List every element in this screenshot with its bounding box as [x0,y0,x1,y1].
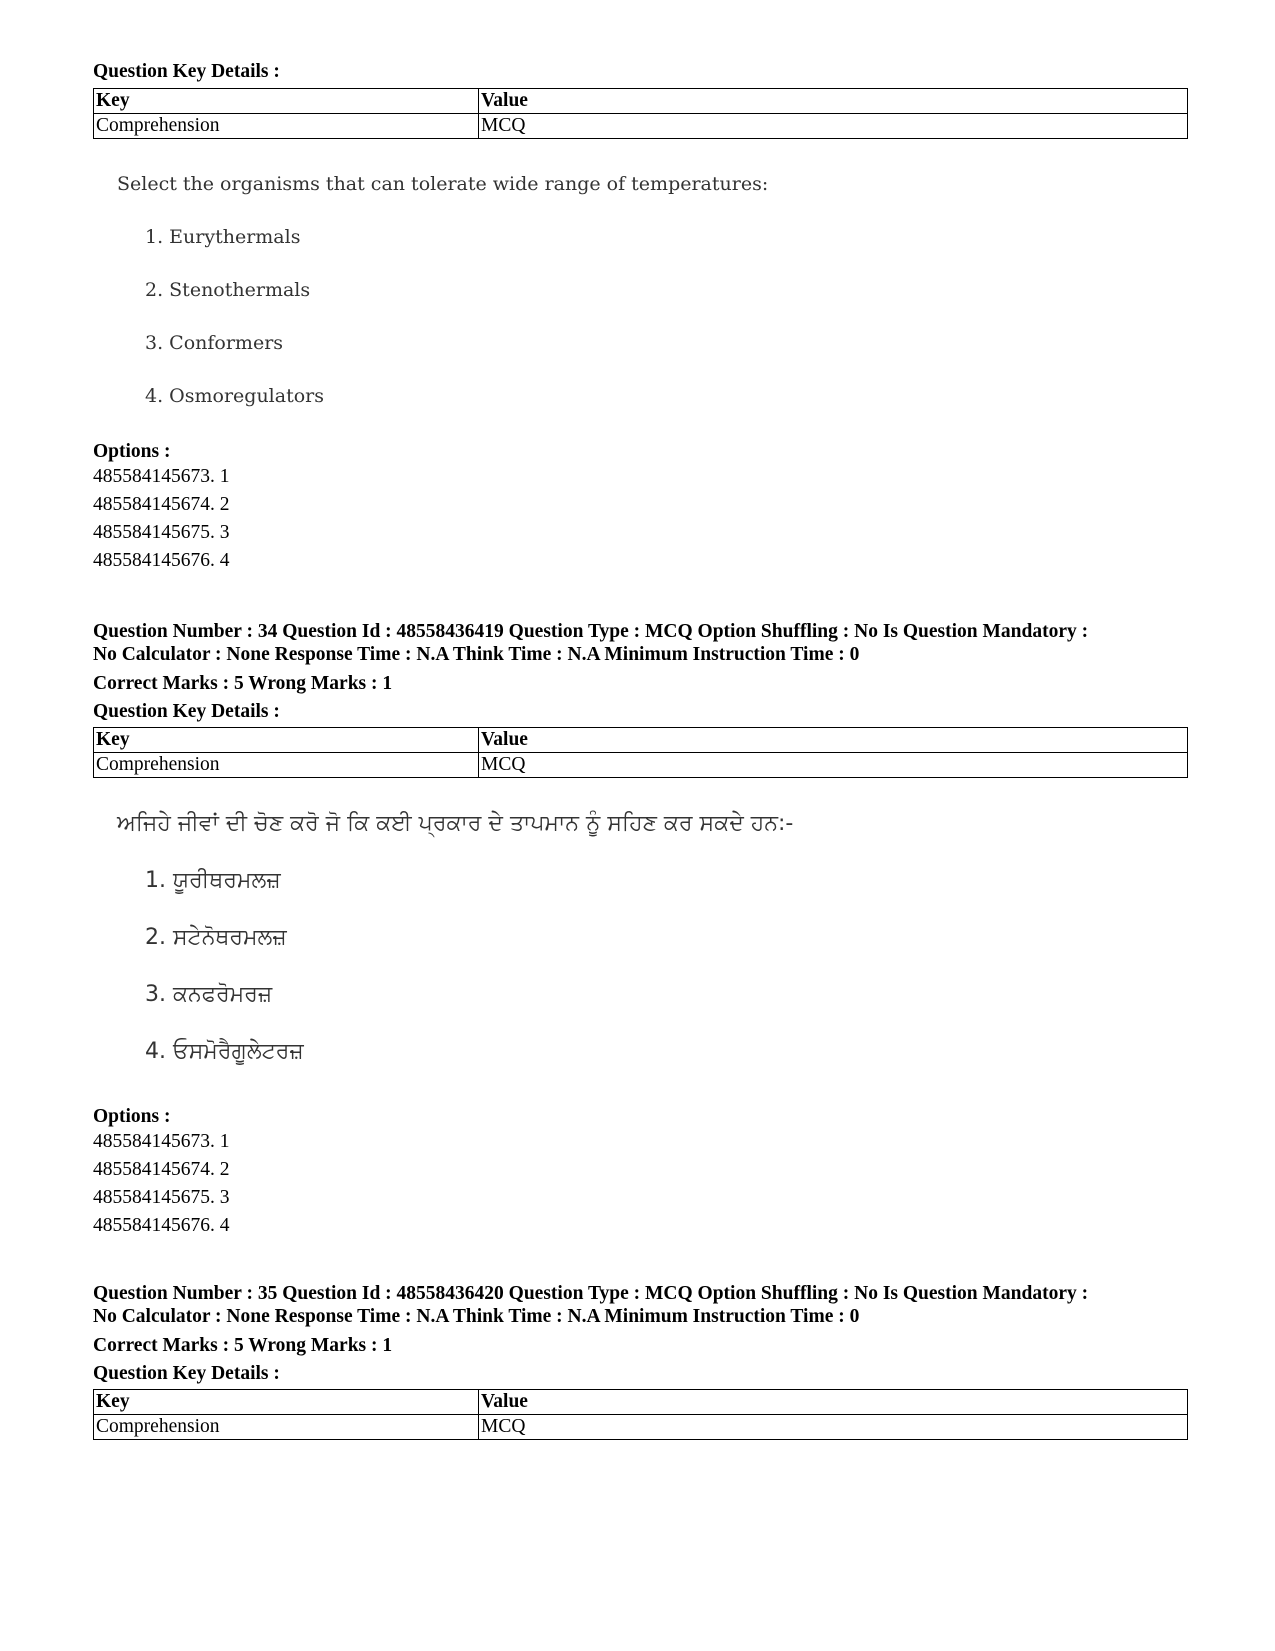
question-header-line1: Question Number : 34 Question Id : 48558436419 Question Type : MCQ Option Shuffling : No Is Question Mandatory : [93,621,1089,642]
table-cell-key: Comprehension [94,1415,479,1440]
table-header-row [94,728,1188,753]
question-option: 4. Osmoregulators [145,385,324,407]
table-cell-value: MCQ [479,753,1188,778]
table-header-key: Key [94,1390,479,1415]
options-list [93,463,1188,575]
option-item: 485584145676. 4 [93,1215,230,1236]
question-header-line1: Question Number : 35 Question Id : 48558436420 Question Type : MCQ Option Shuffling : No Is Question Mandatory : [93,1283,1089,1304]
question-image-punjabi [117,812,817,1077]
question-option: 2. ਸਟੇਨੋਥਰਮਲਜ਼ [145,925,287,950]
option-item: 485584145676. 4 [93,550,230,571]
option-item: 485584145674. 2 [93,494,230,515]
question-header [93,1282,1188,1328]
question-stem: ਅਜਿਹੇ ਜੀਵਾਂ ਦੀ ਚੋਣ ਕਰੋ ਜੋ ਕਿ ਕਈ ਪ੍ਰਕਾਰ ਦੇ ਤਾਪਮਾਨ ਨੂੰ ਸਹਿਣ ਕਰ ਸਕਦੇ ਹਨ:- [117,811,794,836]
option-item: 485584145675. 3 [93,1187,230,1208]
table-header-value: Value [479,1390,1188,1415]
table-cell-value: MCQ [479,114,1188,139]
options-label: Options : [93,441,171,462]
question-option: 4. ਓਸਮੋਰੈਗੂਲੇਟਰਜ਼ [145,1039,304,1064]
question-header-line2: No Calculator : None Response Time : N.A Think Time : N.A Minimum Instruction Time : 0 [93,644,860,665]
key-details-table [93,88,1188,139]
table-cell-key: Comprehension [94,114,479,139]
table-header-key: Key [94,89,479,114]
question-option: 1. Eurythermals [145,226,301,248]
table-row [94,753,1188,778]
table-header-key: Key [94,728,479,753]
question-image-english [117,172,817,422]
option-item: 485584145673. 1 [93,466,230,487]
question-option: 2. Stenothermals [145,279,311,301]
key-details-label: Question Key Details : [93,1363,280,1384]
key-details-label: Question Key Details : [93,61,280,82]
marks-line: Correct Marks : 5 Wrong Marks : 1 [93,673,393,694]
table-header-row [94,89,1188,114]
table-header-value: Value [479,728,1188,753]
question-header-line2: No Calculator : None Response Time : N.A Think Time : N.A Minimum Instruction Time : 0 [93,1306,860,1327]
question-header [93,620,1188,666]
question-stem: Select the organisms that can tolerate wide range of temperatures: [117,173,769,195]
key-details-label: Question Key Details : [93,701,280,722]
question-option: 3. Conformers [145,332,284,354]
option-item: 485584145674. 2 [93,1159,230,1180]
option-item: 485584145675. 3 [93,522,230,543]
key-details-table [93,1389,1188,1440]
options-list [93,1128,1188,1240]
question-option: 1. ਯੂਰੀਥਰਮਲਜ਼ [145,868,281,893]
marks-line: Correct Marks : 5 Wrong Marks : 1 [93,1335,393,1356]
key-details-table [93,727,1188,778]
options-label: Options : [93,1106,171,1127]
table-cell-key: Comprehension [94,753,479,778]
table-cell-value: MCQ [479,1415,1188,1440]
table-header-value: Value [479,89,1188,114]
option-item: 485584145673. 1 [93,1131,230,1152]
question-option: 3. ਕਨਫਰੋਮਰਜ਼ [145,982,273,1007]
table-header-row [94,1390,1188,1415]
table-row [94,114,1188,139]
table-row [94,1415,1188,1440]
